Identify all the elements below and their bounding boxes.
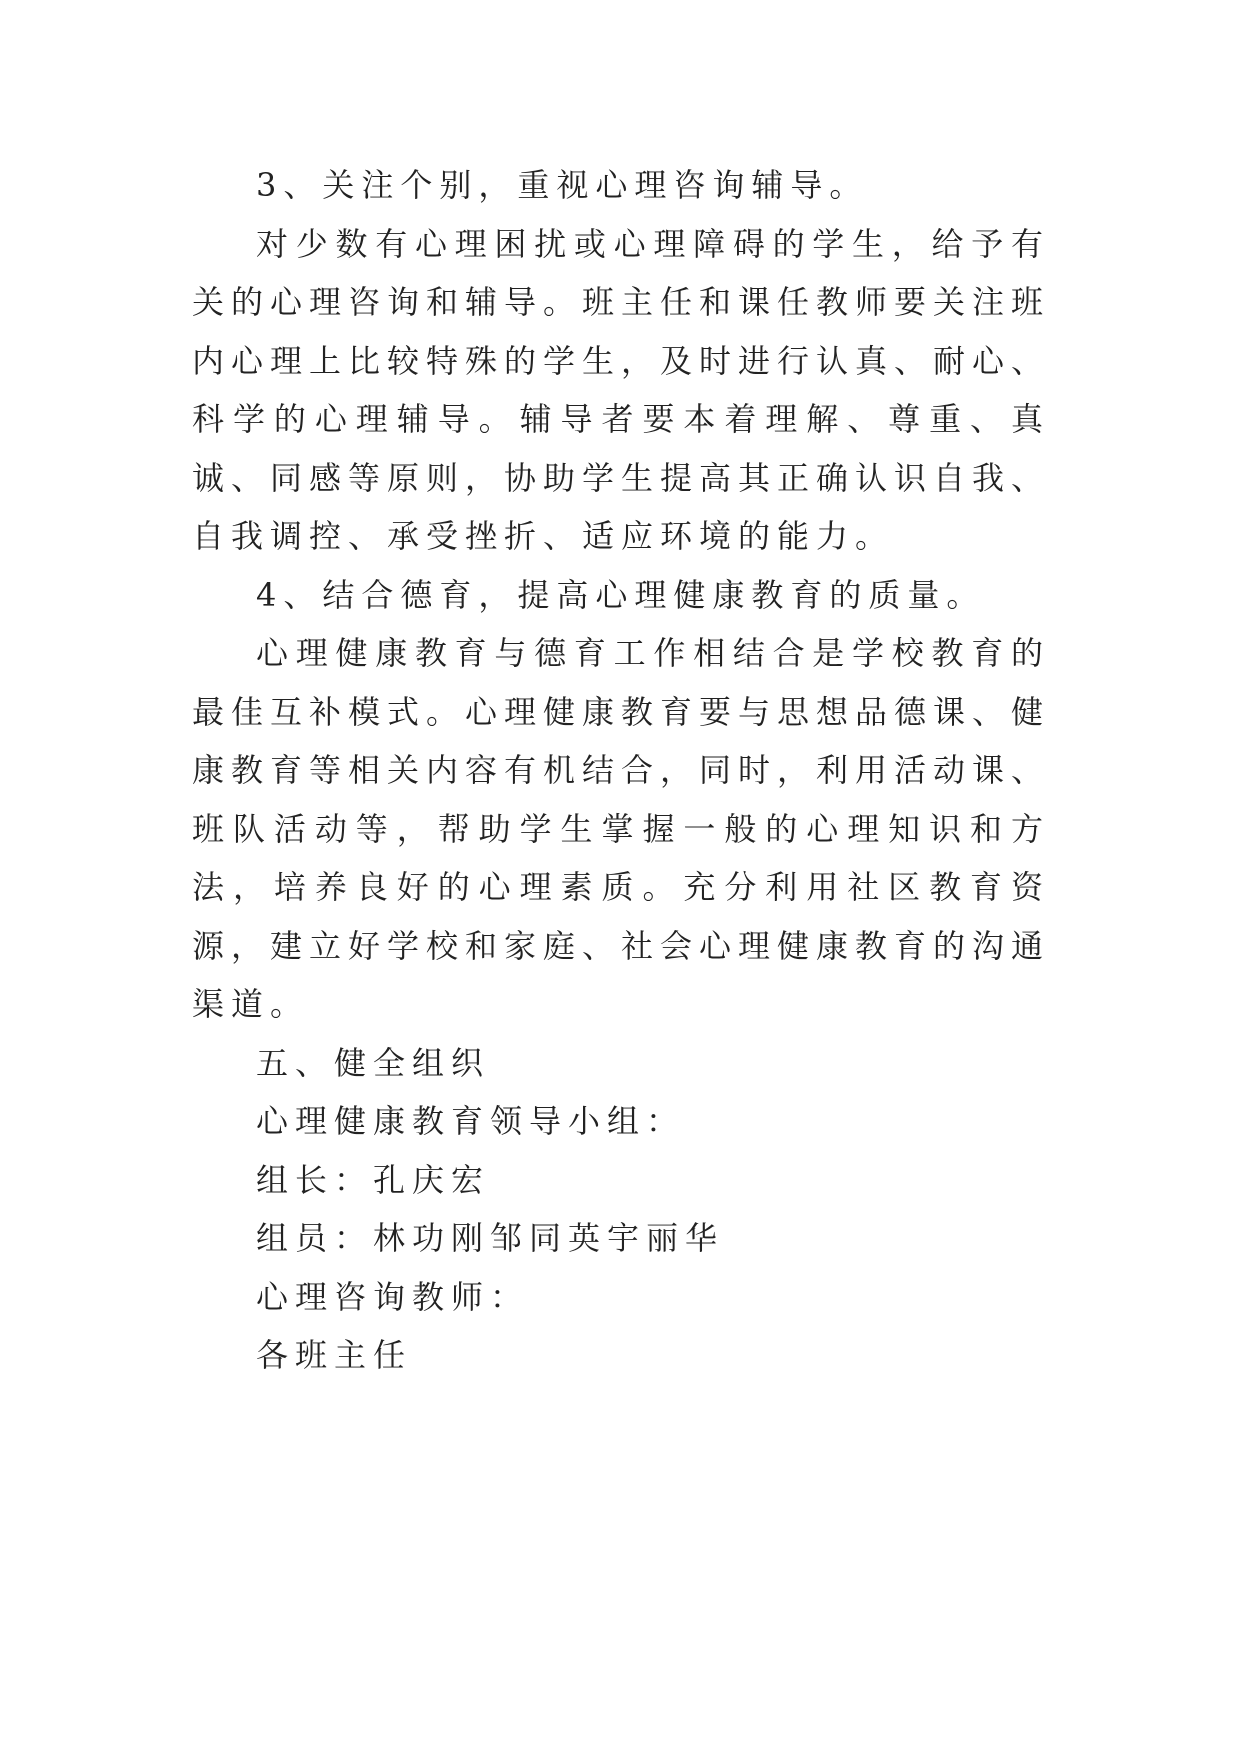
paragraph-counseling-details: 对少数有心理困扰或心理障碍的学生，给予有关的心理咨询和辅导。班主任和课任教师要关注班内心理上比较特殊的学生，及时进行认真、耐心、科学的心理辅导。辅导者要本着理解、尊重、真诚、同感等原则，协助学生提高其正确认识自我、自我调控、承受挫折、适应环境的能力。 — [192, 224, 1051, 555]
group-leader-line: 组长：孔庆宏 — [256, 1160, 491, 1199]
section-heading-moral-education: 4、结合德育，提高心理健康教育的质量。 — [256, 575, 986, 614]
class-teachers-line: 各班主任 — [256, 1336, 413, 1374]
counseling-teachers-label: 心理咨询教师： — [256, 1277, 530, 1316]
leadership-group-label: 心理健康教育领导小组： — [256, 1102, 686, 1140]
document-body — [192, 156, 1050, 1385]
group-members-line: 组员：林功刚邹同英宇丽华 — [256, 1219, 725, 1257]
paragraph-moral-education-details: 心理健康教育与德育工作相结合是学校教育的最佳互补模式。心理健康教育要与思想品德课、健康教育等相关内容有机结合，同时，利用活动课、班队活动等，帮助学生掌握一般的心理知识和方法，培养良好的心理素质。充分利用社区教育资源，建立好学校和家庭、社会心理健康教育的沟通渠道。 — [192, 634, 1051, 1023]
section-heading-organization: 五、健全组织 — [256, 1043, 491, 1082]
section-heading-individual-counseling: 3、关注个别，重视心理咨询辅导。 — [256, 166, 869, 204]
